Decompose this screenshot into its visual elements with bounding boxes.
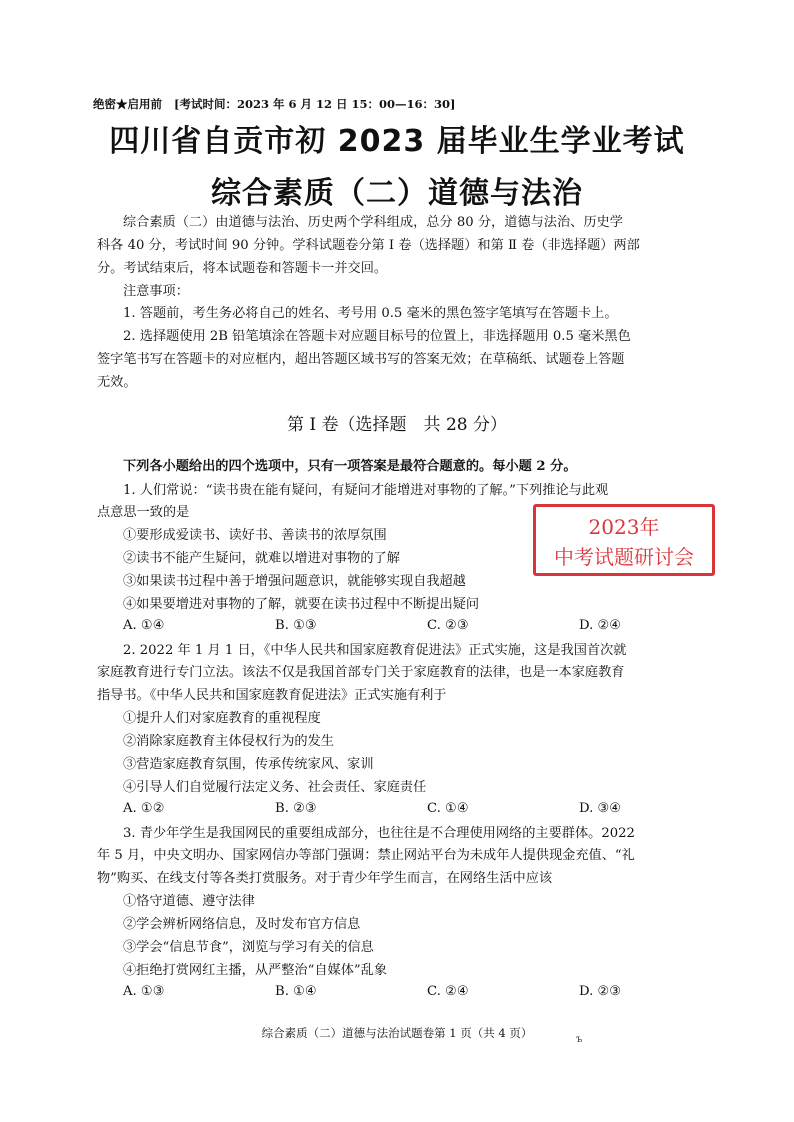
secret-label: 绝密★启用前 — [93, 97, 162, 111]
q1-statement-2: ②读书不能产生疑问，就难以增进对事物的了解 — [123, 551, 400, 566]
q3-statement-2: ②学会辨析网络信息，及时发布官方信息 — [123, 917, 361, 932]
q1-stem-1: 1. 人们常说：“读书贵在能有疑问，有疑问才能增进对事物的了解。”下列推论与此观 — [123, 483, 609, 498]
q1-statement-3: ③如果读书过程中善于增强问题意识，就能够实现自我超越 — [123, 574, 466, 589]
q2-option-a: A. ①② — [123, 801, 165, 816]
q3-option-a: A. ①③ — [123, 984, 165, 999]
note-2-line-2: 签字笔书写在答题卡的对应框内，超出答题区域书写的答案无效；在草稿纸、试题卷上答题 — [97, 352, 625, 367]
q1-option-c: C. ②③ — [427, 618, 469, 633]
q3-stem-3: 物”购买、在线支付等各类打赏服务。对于青少年学生而言，在网络生活中应该 — [97, 871, 553, 886]
q3-statement-3: ③学会“信息节食”，浏览与学习有关的信息 — [123, 940, 374, 955]
q2-options — [123, 801, 723, 821]
note-2-line-3: 无效。 — [97, 375, 137, 390]
scan-mark: ъ — [576, 1034, 583, 1045]
page-footer: 综合素质（二）道德与法治试题卷第 1 页（共 4 页） — [261, 1026, 533, 1040]
q2-statement-2: ②消除家庭教育主体侵权行为的发生 — [123, 734, 334, 749]
q3-option-b: B. ①④ — [275, 984, 317, 999]
q1-options — [123, 618, 723, 638]
q3-option-d: D. ②③ — [579, 984, 622, 999]
exam-time: [考试时间：2023 年 6 月 12 日 15：00—16：30] — [174, 97, 456, 111]
q2-stem-3: 指导书。《中华人民共和国家庭教育促进法》正式实施有利于 — [97, 688, 447, 703]
q3-statement-4: ④拒绝打赏网红主播，从严整治“自媒体”乱象 — [123, 963, 388, 978]
q1-option-d: D. ②④ — [579, 618, 622, 633]
q2-statement-1: ①提升人们对家庭教育的重视程度 — [123, 711, 321, 726]
q3-statement-1: ①恪守道德、遵守法律 — [123, 894, 255, 909]
intro-line-2: 科各 40 分，考试时间 90 分钟。学科试题卷分第 Ⅰ 卷（选择题）和第 Ⅱ 卷（非选择题）两部 — [97, 238, 640, 253]
q2-stem-1: 2. 2022 年 1 月 1 日，《中华人民共和国家庭教育促进法》正式实施，这是我国首次就 — [123, 643, 627, 658]
notes-heading: 注意事项： — [123, 284, 189, 299]
q3-stem-2: 年 5 月，中央文明办、国家网信办等部门强调：禁止网站平台为未成年人提供现金充值、“礼 — [97, 848, 635, 863]
exam-title: 四川省自贡市初 2023 届毕业生学业考试 — [109, 124, 685, 159]
intro-line-3: 分。考试结束后，将本试题卷和答题卡一并交回。 — [97, 261, 388, 276]
q2-option-b: B. ②③ — [275, 801, 317, 816]
q1-stem-2: 点意思一致的是 — [97, 505, 190, 520]
section-title: 第 Ⅰ 卷（选择题 共 28 分） — [287, 415, 507, 435]
q2-stem-2: 家庭教育进行专门立法。该法不仅是我国首部专门关于家庭教育的法律，也是一本家庭教育 — [97, 665, 625, 680]
q2-statement-3: ③营造家庭教育氛围，传承传统家风、家训 — [123, 757, 374, 772]
note-2-line-1: 2. 选择题使用 2B 铅笔填涂在答题卡对应题目标号的位置上，非选择题用 0.5 毫米黑色 — [123, 329, 631, 344]
q2-statement-4: ④引导人们自觉履行法定义务、社会责任、家庭责任 — [123, 780, 427, 795]
q3-option-c: C. ②④ — [427, 984, 469, 999]
q3-stem-1: 3. 青少年学生是我国网民的重要组成部分，也往往是不合理使用网络的主要群体。2022 — [123, 826, 635, 841]
instruction: 下列各小题给出的四个选项中，只有一项答案是最符合题意的。每小题 2 分。 — [123, 459, 577, 474]
exam-subtitle: 综合素质（二）道德与法治 — [211, 176, 583, 211]
q2-option-d: D. ③④ — [579, 801, 622, 816]
watermark-stamp — [533, 504, 715, 576]
q1-option-b: B. ①③ — [275, 618, 317, 633]
q1-option-a: A. ①④ — [123, 618, 165, 633]
stamp-line-2: 中考试题研讨会 — [554, 545, 694, 569]
q3-options — [123, 984, 723, 1004]
intro-line-1: 综合素质（二）由道德与法治、历史两个学科组成，总分 80 分，道德与法治、历史学 — [123, 215, 623, 230]
q2-option-c: C. ①④ — [427, 801, 469, 816]
stamp-line-1: 2023年 — [588, 515, 660, 539]
q1-statement-4: ④如果要增进对事物的了解，就要在读书过程中不断提出疑问 — [123, 597, 480, 612]
note-1: 1. 答题前，考生务必将自己的姓名、考号用 0.5 毫米的黑色签字笔填写在答题卡上。 — [123, 306, 618, 321]
header-line — [93, 96, 455, 112]
q1-statement-1: ①要形成爱读书、读好书、善读书的浓厚氛围 — [123, 528, 387, 543]
